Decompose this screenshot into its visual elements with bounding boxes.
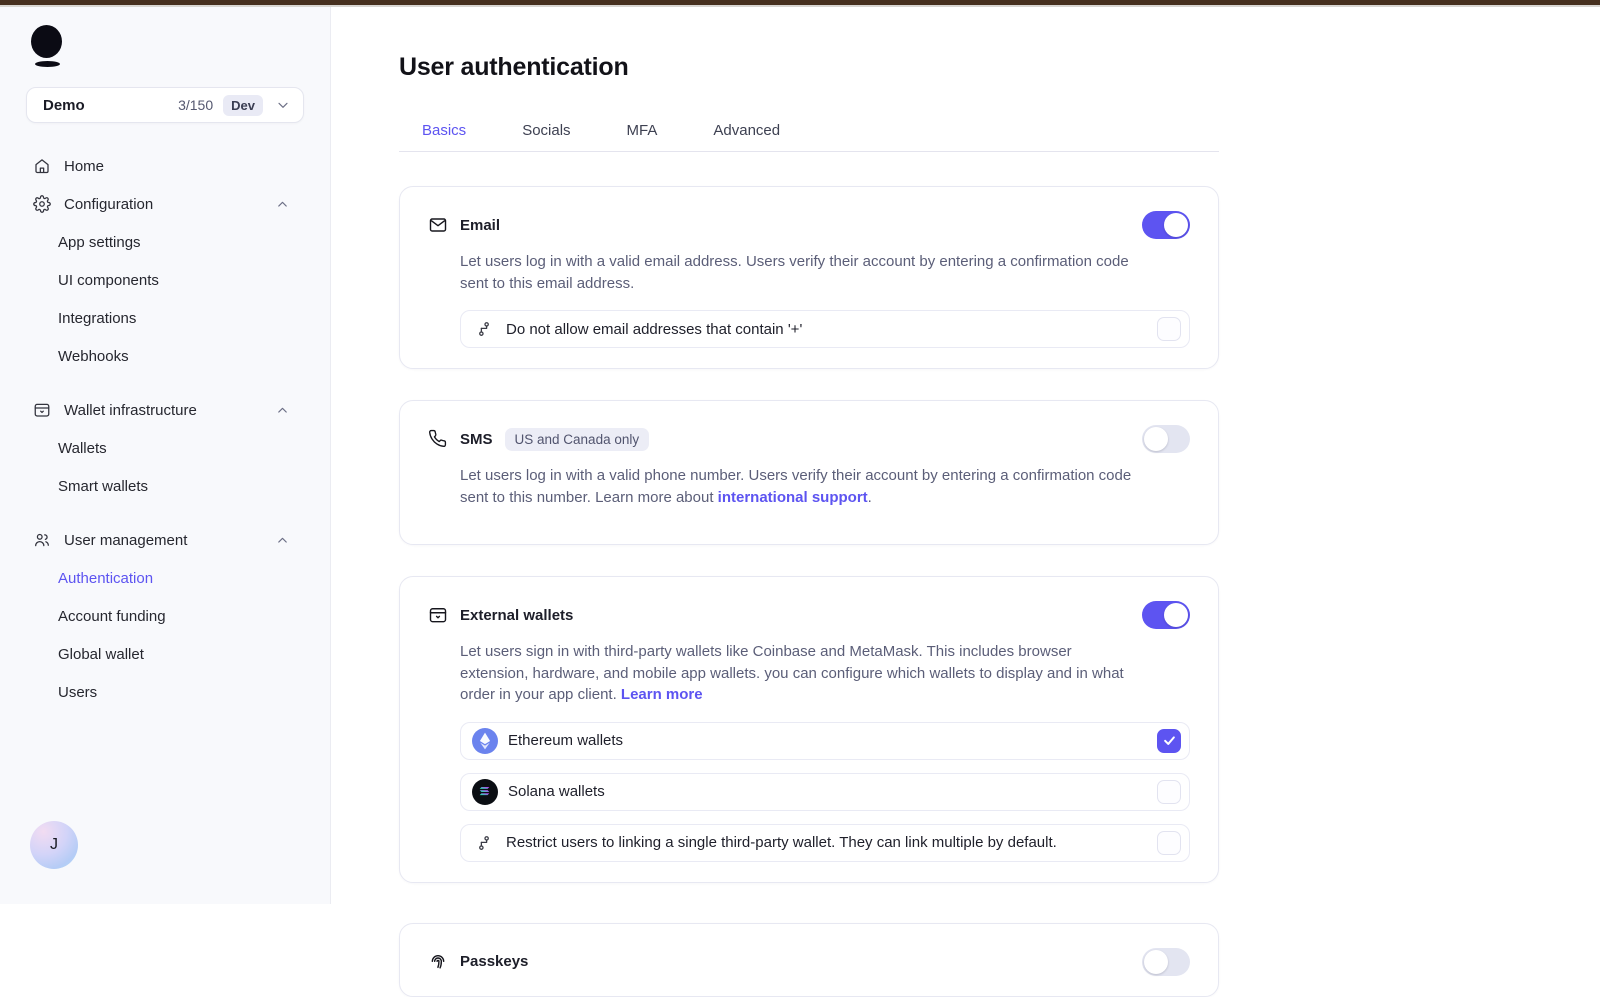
mail-icon xyxy=(428,215,448,235)
wallet-icon xyxy=(33,401,51,419)
main-content xyxy=(331,7,1600,970)
sidebar-item-label: Authentication xyxy=(58,569,154,587)
sidebar-section-label: Wallet infrastructure xyxy=(64,401,197,419)
sidebar-item-label: App settings xyxy=(58,233,141,251)
international-support-link[interactable]: international support xyxy=(717,488,868,506)
wallet-icon xyxy=(428,605,448,625)
sidebar-item-ui-components[interactable] xyxy=(0,261,330,299)
sms-region-badge: US and Canada only xyxy=(505,428,650,451)
nav-section-gap xyxy=(0,505,330,521)
phone-icon xyxy=(428,429,448,449)
sidebar-item-wallets[interactable] xyxy=(0,429,330,467)
external-wallets-card xyxy=(399,576,1219,883)
tab-bar xyxy=(422,122,1219,151)
sidebar-item-label: Users xyxy=(58,683,98,701)
learn-more-link[interactable]: Learn more xyxy=(620,686,703,703)
single-link-icon xyxy=(475,320,493,338)
sidebar-item-label: UI components xyxy=(58,271,159,289)
chevron-up-icon xyxy=(275,533,290,548)
env-badge: Dev xyxy=(223,95,263,116)
tab-mfa[interactable] xyxy=(627,122,658,151)
email-toggle[interactable] xyxy=(1142,211,1190,239)
ethereum-wallets-checkbox[interactable] xyxy=(1157,729,1181,753)
option-label: Restrict users to linking a single third-party wallet. They can link multiple by default. xyxy=(506,834,1057,851)
restrict-single-wallet-row[interactable] xyxy=(460,824,1190,862)
card-title: Passkeys xyxy=(460,953,529,970)
card-title: Email xyxy=(460,216,501,234)
sidebar-nav xyxy=(0,147,330,821)
sidebar-item-label: Webhooks xyxy=(58,347,129,365)
sidebar-section-configuration[interactable] xyxy=(0,185,330,223)
tab-divider xyxy=(399,151,1219,152)
sidebar-item-label: Home xyxy=(64,157,105,175)
chevron-down-icon xyxy=(275,97,291,113)
restrict-single-wallet-checkbox[interactable] xyxy=(1157,831,1181,855)
external-wallets-toggle[interactable] xyxy=(1142,601,1190,629)
passkeys-card xyxy=(399,923,1219,997)
sidebar-item-webhooks[interactable] xyxy=(0,337,330,375)
email-plus-checkbox[interactable] xyxy=(1157,317,1181,341)
sms-toggle[interactable] xyxy=(1142,425,1190,453)
description-text: . xyxy=(867,488,872,506)
sidebar-section-wallet-infrastructure[interactable] xyxy=(0,391,330,429)
avatar-initial: J xyxy=(50,836,58,853)
tab-label: Basics xyxy=(422,122,467,139)
solana-wallets-row[interactable] xyxy=(460,773,1190,811)
logo-ball-icon xyxy=(31,25,62,58)
sidebar-section-label: Configuration xyxy=(64,195,154,213)
email-description: Let users log in with a valid email address. Users verify their account by entering a confirmation code sent to this email address. xyxy=(460,253,1129,292)
sidebar-item-label: Smart wallets xyxy=(58,477,149,495)
app-shell xyxy=(0,7,1600,970)
chevron-up-icon xyxy=(275,403,290,418)
card-title: SMS xyxy=(460,430,493,448)
external-wallets-description xyxy=(460,641,1136,706)
home-icon xyxy=(33,157,51,175)
tab-basics[interactable] xyxy=(422,122,466,151)
sidebar xyxy=(0,7,331,904)
tab-label: Advanced xyxy=(713,122,781,139)
sidebar-item-app-settings[interactable] xyxy=(0,223,330,261)
email-plus-option-row[interactable] xyxy=(460,310,1190,348)
option-label: Solana wallets xyxy=(508,783,605,800)
sidebar-item-label: Wallets xyxy=(58,439,107,457)
sidebar-item-label: Global wallet xyxy=(58,645,144,663)
user-avatar[interactable] xyxy=(30,821,78,869)
tab-advanced[interactable] xyxy=(713,122,780,151)
sidebar-item-users[interactable] xyxy=(0,673,330,711)
sidebar-item-home[interactable] xyxy=(0,147,330,185)
users-icon xyxy=(33,531,51,549)
sms-card xyxy=(399,400,1219,545)
tab-label: MFA xyxy=(626,122,658,139)
sms-card-header xyxy=(428,425,1190,453)
chevron-up-icon xyxy=(275,197,290,212)
sidebar-section-user-management[interactable] xyxy=(0,521,330,559)
sidebar-item-label: Account funding xyxy=(58,607,166,625)
tab-label: Socials xyxy=(522,122,571,139)
workspace-selector[interactable] xyxy=(26,87,304,123)
ethereum-wallets-row[interactable] xyxy=(460,722,1190,760)
window-top-strip xyxy=(0,0,1600,7)
sms-description xyxy=(460,465,1136,508)
description-text: Let users sign in with third-party wallets like Coinbase and MetaMask. This includes browser extension, hardware, and mobile app wallets. you can configure which wallets to display and in what order in your app client. xyxy=(460,643,1124,703)
email-card-header xyxy=(428,211,1190,239)
logo-base-icon xyxy=(35,61,60,67)
page-title: User authentication xyxy=(399,53,629,81)
sidebar-item-smart-wallets[interactable] xyxy=(0,467,330,505)
sidebar-section-label: User management xyxy=(64,531,188,549)
passkeys-toggle[interactable] xyxy=(1142,948,1190,976)
gear-icon xyxy=(33,195,51,213)
tab-socials[interactable] xyxy=(522,122,570,151)
sidebar-item-label: Integrations xyxy=(58,309,137,327)
card-title: External wallets xyxy=(460,606,574,624)
description-text: Let users log in with a valid phone number. Users verify their account by entering a confirmation code sent to this number. Learn more about xyxy=(460,467,1132,506)
passkeys-header xyxy=(428,948,1190,976)
sidebar-item-global-wallet[interactable] xyxy=(0,635,330,673)
toggle-knob xyxy=(1164,213,1188,237)
fingerprint-icon xyxy=(428,952,448,972)
solana-wallets-checkbox[interactable] xyxy=(1157,780,1181,804)
toggle-knob xyxy=(1144,950,1168,974)
settings-cards xyxy=(399,186,1219,997)
toggle-knob xyxy=(1144,427,1168,451)
nav-section-gap xyxy=(0,375,330,391)
email-card xyxy=(399,186,1219,369)
workspace-name: Demo xyxy=(43,96,85,114)
sidebar-item-integrations[interactable] xyxy=(0,299,330,337)
external-wallets-header xyxy=(428,601,1190,629)
privy-logo xyxy=(31,25,63,67)
option-label: Ethereum wallets xyxy=(508,732,624,749)
ethereum-icon xyxy=(472,728,498,754)
option-label: Do not allow email addresses that contain '+' xyxy=(506,320,803,338)
workspace-usage: 3/150 xyxy=(178,97,214,113)
single-link-icon xyxy=(475,834,493,852)
check-icon xyxy=(1162,733,1177,748)
solana-icon xyxy=(472,779,498,805)
sidebar-item-authentication[interactable] xyxy=(0,559,330,597)
toggle-knob xyxy=(1164,603,1188,627)
sidebar-item-account-funding[interactable] xyxy=(0,597,330,635)
